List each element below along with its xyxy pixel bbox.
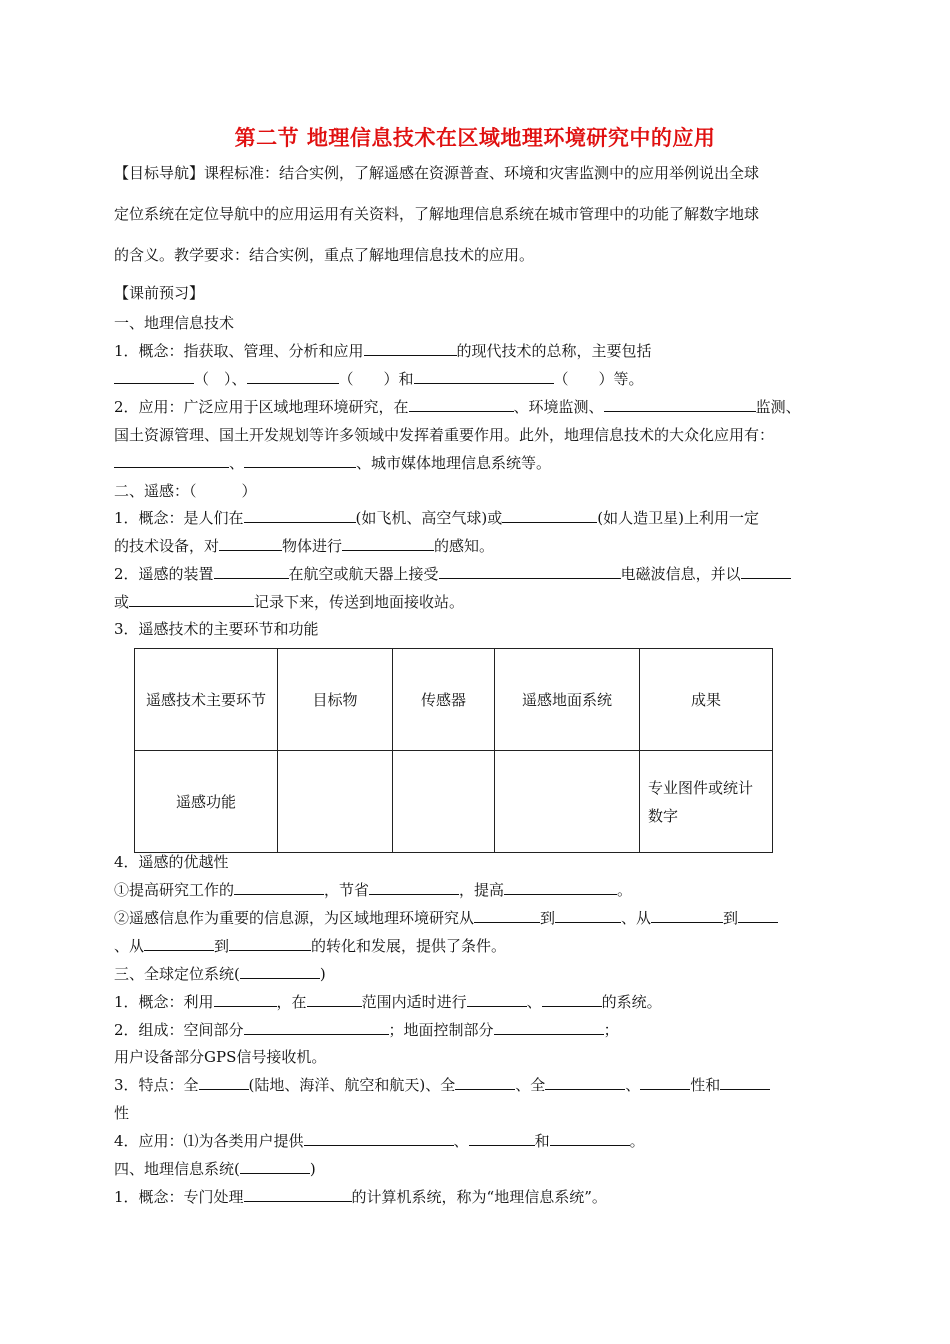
blank[interactable] [651,908,723,923]
text: 到 [540,909,556,927]
text: 的技术设备，对 [114,537,220,555]
s3-features-line-1 [114,1075,770,1095]
s2-table-caption: 3．遥感技术的主要环节和功能 [114,620,319,638]
row-label-function: 遥感功能 [135,751,278,853]
section-3-heading [114,964,326,984]
s2-advantage-line-1 [114,880,632,900]
text: 、 [625,1076,641,1094]
blank[interactable] [244,453,356,468]
text: 4．应用：⑴为各类用户提供 [114,1132,304,1150]
blank[interactable] [550,1131,630,1146]
s4-concept-line [114,1187,607,1207]
table-row [135,751,773,853]
blank[interactable] [738,908,778,923]
text: （ ）和 [338,370,414,388]
text: 或 [114,593,130,611]
preview-heading: 【课前预习】 [114,284,205,302]
blank[interactable] [469,1131,535,1146]
text: 。 [629,1132,645,1150]
text: 在航空或航天器上接受 [288,565,439,583]
blank[interactable] [504,880,617,895]
text: 电磁波信息，并以 [620,565,741,583]
blank[interactable] [244,1020,389,1035]
s1-application-line-2: 国土资源管理、国土开发规划等许多领域中发挥着重要作用。此外，地理信息技术的大众化应用有： [114,426,775,444]
text: 2．应用：广泛应用于区域地理环境研究，在 [114,398,409,416]
text: ) [309,1160,316,1178]
s3-composition-line-1 [114,1020,619,1040]
s2-advantages-heading: 4．遥感的优越性 [114,853,229,871]
text: 四、地理信息系统( [114,1160,240,1178]
text: 到 [214,937,230,955]
blank[interactable] [342,536,434,551]
s2-device-line-2 [114,592,464,612]
text: (如飞机、高空气球)或 [355,509,503,527]
blank[interactable] [502,508,597,523]
s2-advantage-line-3 [114,936,506,956]
text: 2．组成：空间部分 [114,1021,244,1039]
s2-concept-line-1 [114,508,759,528]
blank[interactable] [542,992,602,1007]
text: 监测、 [755,398,801,416]
blank[interactable] [244,1187,352,1202]
header-cell-link: 遥感技术主要环节 [135,649,278,751]
text: ； [603,1021,619,1039]
text: 、 [526,993,542,1011]
blank[interactable] [720,1075,770,1090]
text: （ ）等。 [553,370,644,388]
remote-sensing-table [134,648,773,853]
text: 1．概念：指获取、管理、分析和应用 [114,342,364,360]
blank[interactable] [114,453,229,468]
blank[interactable] [439,564,621,579]
text: 到 [723,909,739,927]
blank[interactable] [604,397,756,412]
text: 3．特点：全 [114,1076,199,1094]
text: 、城市媒体地理信息系统等。 [356,454,552,472]
header-cell-ground-system: 遥感地面系统 [495,649,640,751]
blank[interactable] [545,1075,625,1090]
s1-application-line-3 [114,453,551,473]
blank[interactable] [364,341,457,356]
text: 范围内适时进行 [361,993,467,1011]
blank[interactable] [741,564,791,579]
s3-features-line-2: 性 [114,1104,130,1122]
blank[interactable] [244,508,356,523]
header-cell-target: 目标物 [278,649,393,751]
text: 1．概念：是人们在 [114,509,244,527]
blank[interactable] [494,1020,604,1035]
text: (如人造卫星)上利用一定 [597,509,759,527]
text: (陆地、海洋、航空和航天)、全 [248,1076,456,1094]
blank[interactable] [214,992,277,1007]
s1-application-line-1 [114,397,801,417]
text: 的计算机系统，称为“地理信息系统”。 [351,1188,607,1206]
s3-application-line [114,1131,645,1151]
section-4-heading [114,1159,316,1179]
blank[interactable] [640,1075,690,1090]
text: 的转化和发展，提供了条件。 [311,937,507,955]
s1-concept-line-2 [114,369,644,389]
blank[interactable] [247,369,339,384]
text: 性和 [690,1076,721,1094]
blank[interactable] [455,1075,515,1090]
section-2-heading: 二、遥感：（ ） [114,482,257,500]
blank[interactable] [369,880,459,895]
answer-cell-sensor[interactable] [393,751,495,853]
text: 的感知。 [434,537,495,555]
blank[interactable] [555,908,621,923]
blank[interactable] [474,908,540,923]
text: 记录下来，传送到地面接收站。 [254,593,465,611]
text: 三、全球定位系统( [114,965,240,983]
section-1-heading: 一、地理信息技术 [114,314,235,332]
blank[interactable] [304,1131,454,1146]
text: 、 [229,454,245,472]
text: ；地面控制部分 [388,1021,494,1039]
blank[interactable] [129,592,254,607]
blank[interactable] [414,369,554,384]
s2-advantage-line-2 [114,908,778,928]
blank[interactable] [219,536,282,551]
header-cell-result: 成果 [640,649,773,751]
text: （ ）、 [194,370,247,388]
text: 物体进行 [282,537,343,555]
s2-concept-line-2 [114,536,494,556]
text: 的现代技术的总称，主要包括 [456,342,652,360]
intro-line-1: 【目标导航】课程标准：结合实例，了解遥感在资源普查、环境和灾害监测中的应用举例说出全球 [114,164,760,182]
blank[interactable] [199,1075,249,1090]
blank[interactable] [240,964,320,979]
text: 、从 [621,909,652,927]
blank[interactable] [409,397,514,412]
blank[interactable] [114,369,194,384]
text: ②遥感信息作为重要的信息源，为区域地理环境研究从 [114,909,475,927]
s1-concept-line-1 [114,341,652,361]
text: 的系统。 [601,993,662,1011]
blank[interactable] [467,992,527,1007]
text: ) [319,965,326,983]
blank[interactable] [234,880,324,895]
text: 、 [453,1132,469,1150]
blank[interactable] [144,936,214,951]
intro-line-3: 的含义。教学要求：结合实例，重点了解地理信息技术的应用。 [114,246,535,264]
result-cell: 专业图件或统计数字 [640,751,773,853]
s3-composition-line-2: 用户设备部分GPS信号接收机。 [114,1048,327,1066]
text: 2．遥感的装置 [114,565,214,583]
blank[interactable] [307,992,362,1007]
answer-cell-target[interactable] [278,751,393,853]
s2-device-line-1 [114,564,791,584]
header-cell-sensor: 传感器 [393,649,495,751]
text: 、从 [114,937,145,955]
text: ，提高 [459,881,505,899]
blank[interactable] [240,1159,310,1174]
page-title: 第二节 地理信息技术在区域地理环境研究中的应用 [234,126,716,150]
text: 和 [534,1132,550,1150]
text: 1．概念：利用 [114,993,214,1011]
text: 1．概念：专门处理 [114,1188,244,1206]
blank[interactable] [214,564,289,579]
text: ，节省 [324,881,370,899]
blank[interactable] [229,936,311,951]
text: ，在 [276,993,307,1011]
text: 、环境监测、 [513,398,604,416]
table-header-row [135,649,773,751]
text: 。 [617,881,633,899]
text: 、全 [515,1076,546,1094]
text: ①提高研究工作的 [114,881,235,899]
intro-line-2: 定位系统在定位导航中的应用运用有关资料，了解地理信息系统在城市管理中的功能了解数字地球 [114,205,760,223]
answer-cell-ground-system[interactable] [495,751,640,853]
s3-concept-line [114,992,662,1012]
